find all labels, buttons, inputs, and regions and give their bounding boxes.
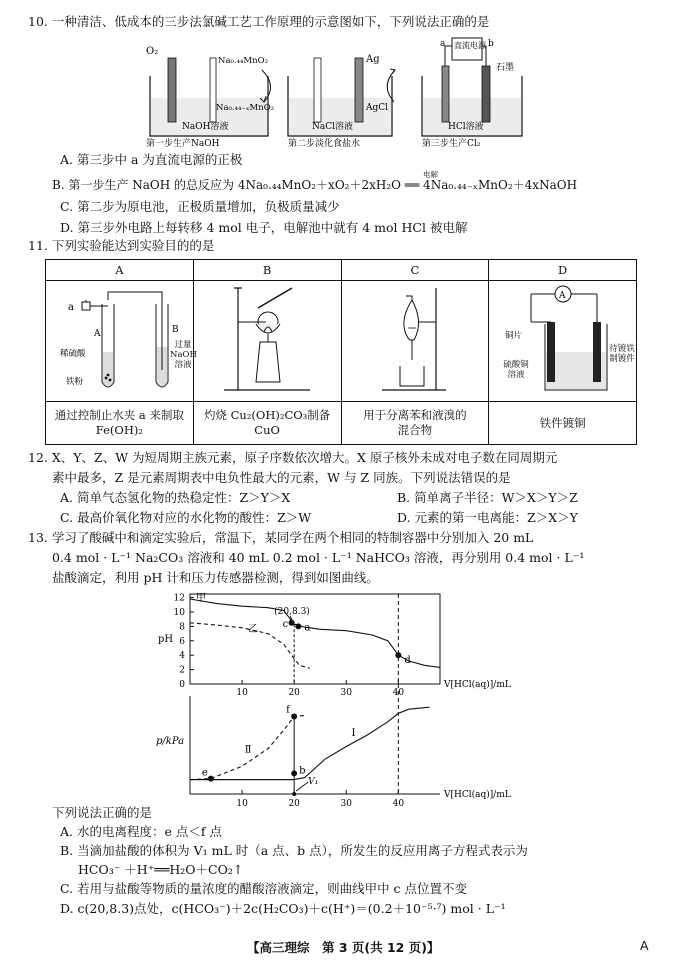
cell-3 [422,38,522,149]
ph-x-tick-label: 40 [392,688,405,698]
p-v1-leader [296,782,308,791]
cycle-arrow-1 [262,70,271,102]
ph-y-tick-label: 0 [179,680,185,690]
ph-y-tick-label: 10 [173,608,185,618]
p-point-label-e: e [201,767,208,779]
ph-series-line-0 [190,599,440,667]
ph-x-axis-label: V[HCl(aq)]/mL [444,680,511,690]
p-y-axis-label: p/kPa [156,736,185,747]
copper-plate-icon [547,322,555,382]
p-x-tick-label: 20 [288,799,300,809]
label-naoh-solution: NaOH溶液 [182,122,229,132]
p-series-label-0: Ⅰ [351,728,356,740]
q13-stem-line2: 0.4 mol · L⁻¹ Na₂CO₃ 溶液和 40 mL 0.2 mol · L⁻¹ NaHCO₃ 溶液，再分别用 0.4 mol · L⁻¹ [52,550,585,565]
evaporating-dish-icon [256,324,280,333]
electrode-o2 [168,58,176,122]
footer-paper-code: A [640,938,649,953]
q11-experiment-table [45,259,637,445]
footer-page-info: 【高三理综 第 3 页(共 12 页)】 [247,940,440,955]
q13-option-d: D. c(20,8.3)点处，c(HCO₃⁻)＋2c(H₂CO₃)＋c(H⁺)＝(0.2＋10⁻⁵·⁷) mol · L⁻¹ [60,901,506,916]
ph-point-coord-label: (20,8.3) [274,607,310,618]
ph-x-tick-label: 30 [340,688,352,698]
ph-point-a [295,623,301,629]
q11-caption-b: 灼烧 Cu₂(OH)₂CO₃制备 CuO [193,402,341,445]
q12-option-b: B. 简单离子半径：W＞X＞Y＞Z [397,490,578,505]
cycle-arrow-2 [387,70,395,102]
q12-stem-line2: 素中最多，Z 是元素周期表中电负性最大的元素，W 与 Z 同族。下列说法错误的是 [52,470,511,485]
p-point-v1 [292,792,296,796]
p-x-axis-label: V[HCl(aq)]/mL [444,790,511,800]
alcohol-lamp-icon [256,342,280,382]
q10-option-b: B. 第一步生产 NaOH 的总反应为 4Na₀.₄₄MnO₂＋xO₂＋2xH₂O ══ 4Na₀.₄₄₋ₓMnO₂＋4xNaOH [52,178,578,192]
q11-header-c: C [341,260,489,281]
q10-option-d: D. 第三步外电路上每转移 4 mol 电子，电解池中就有 4 mol HCl 被电解 [60,220,468,235]
q13-option-c: C. 若用与盐酸等物质的量浓度的醋酸溶液滴定，则曲线甲中 c 点位置不变 [60,881,468,896]
label-tube-b: B [172,325,179,335]
ph-point-d [395,652,401,658]
cell-1 [146,46,274,149]
q10-figure [140,36,530,148]
q11-caption-d: 铁件镀铜 [489,402,637,445]
q11-header-b: B [193,260,341,281]
label-o2: O₂ [146,46,159,57]
ph-y-tick-label: 2 [179,665,185,676]
p-point-b [291,770,297,776]
q10-option-a: A. 第三步中 a 为直流电源的正极 [60,152,243,167]
p-point-label-f: f [286,704,290,716]
label-iron-part: 待镀铁制镀件 [609,344,635,364]
q11-stem: 11. 下列实验能达到实验目的的是 [28,238,215,253]
ph-x-tick-label: 20 [288,688,300,698]
label-graphite: 石墨 [496,63,515,73]
q13-option-a: A. 水的电离程度：e 点＜f 点 [60,824,222,839]
q13-chart [150,588,535,808]
label-nacl-solution: NaCl溶液 [312,122,354,132]
ph-point-label-c: c [282,618,289,630]
q11-caption-a: 通过控制止水夹 a 来制取 Fe(OH)₂ [46,402,194,445]
ph-y-tick-label: 4 [179,651,185,662]
ph-y-tick-label: 12 [173,593,185,604]
q13-stem-line1: 13. 学习了酸碱中和滴定实验后，常温下，某同学在两个相同的特制容器中分别加入 20 mL [28,530,534,545]
ph-y-axis-label: pH [158,634,174,645]
electrode-graphite [482,66,490,122]
q10-option-c: C. 第二步为原电池，正极质量增加，负极质量减少 [60,199,340,214]
p-point-f [291,713,297,719]
q13-lead: 下列说法正确的是 [52,805,153,820]
p-series-line-0 [190,707,430,779]
q11-apparatus-d [489,281,637,402]
label-ammeter: A [559,291,566,301]
beaker-icon [400,366,424,386]
ph-y-tick-label: 8 [179,622,185,633]
caption-step1: 第一步生产NaOH [146,139,220,149]
cell-2 [288,54,392,149]
ph-series-label-0: 甲 [196,593,206,605]
label-agcl: AgCl [366,103,389,113]
p-x-tick-label: 10 [236,799,248,809]
label-iron-powder: 铁粉 [66,377,84,387]
p-point-e [208,776,214,782]
label-hcl-solution: HCl溶液 [448,122,484,132]
p-x-tick-label: 40 [392,799,405,809]
label-copper-plate: 铜片 [505,331,523,341]
q11-apparatus-a [46,281,197,402]
p-series-label-1: Ⅱ [244,744,252,756]
q13-option-b: B. 当滴加盐酸的体积为 V₁ mL 时（a 点、b 点），所发生的反应用离子方程式表示为 [60,843,528,858]
q12-option-c: C. 最高价氧化物对应的水化物的酸性：Z＞W [60,510,312,525]
q12-option-a: A. 简单气态氢化物的热稳定性：Z＞Y＞X [60,490,291,505]
caption-step3: 第三步生产Cl₂ [422,139,481,149]
label-na044mno2: Na₀.₄₄MnO₂ [218,56,268,66]
q11-header-a: A [46,260,194,281]
q13-stem-line3: 盐酸滴定，利用 pH 计和压力传感器检测，得到如图曲线。 [52,570,379,585]
iron-part-icon [593,322,601,382]
label-excess-naoh: 过量NaOH溶液 [170,340,197,370]
q12-stem-line1: 12. X、Y、Z、W 为短周期主族元素，原子序数依次增大。X 原子核外未成对电子数在同周期元 [28,450,558,465]
label-terminal-a: a [440,39,446,49]
ph-series-label-1: 乙 [248,623,259,635]
p-point-label-b: b [299,765,306,777]
label-dilute-acid: 稀硫酸 [60,349,86,359]
label-cuso4-solution: 硫酸铜溶液 [503,360,529,380]
label-tube-a: A [94,329,101,339]
q11-header-d: D [489,260,637,281]
ph-point-label-d: d [404,655,411,667]
ph-point-c [289,620,295,626]
caption-step2: 第二步淡化食盐水 [288,139,361,149]
q11-apparatus-c [341,281,489,402]
p-point-label-v1: V₁ [308,777,319,787]
separatory-funnel-icon [403,296,418,340]
ph-x-tick-label: 10 [236,688,248,698]
label-dc-power: 直流电源 [454,41,486,50]
electrode-ag [355,58,363,122]
label-terminal-b: b [488,39,494,49]
ph-point-label-a: a [304,622,311,634]
p-x-tick-label: 30 [340,799,352,809]
q10-stem: 10. 一种清洁、低成本的三步法氯碱工艺工作原理的示意图如下，下列说法正确的是 [28,14,490,29]
q13-option-b-equation: HCO₃⁻ ＋H⁺══H₂O＋CO₂↑ [78,862,244,877]
label-ag: Ag [366,54,380,65]
q10-option-b-condition: 电解 [423,170,438,179]
clip-a-icon [82,302,90,310]
q12-option-d: D. 元素的第一电离能：Z＞X＞Y [397,510,578,525]
ph-plot-frame [190,594,440,684]
q11-caption-c: 用于分离苯和液溴的混合物 [341,402,489,445]
q11-apparatus-b [193,281,341,402]
label-na044xmno2: Na₀.₄₄₋ₓMnO₂ [216,103,275,113]
ph-y-tick-label: 6 [179,636,185,647]
label-clip-a: a [68,302,74,313]
